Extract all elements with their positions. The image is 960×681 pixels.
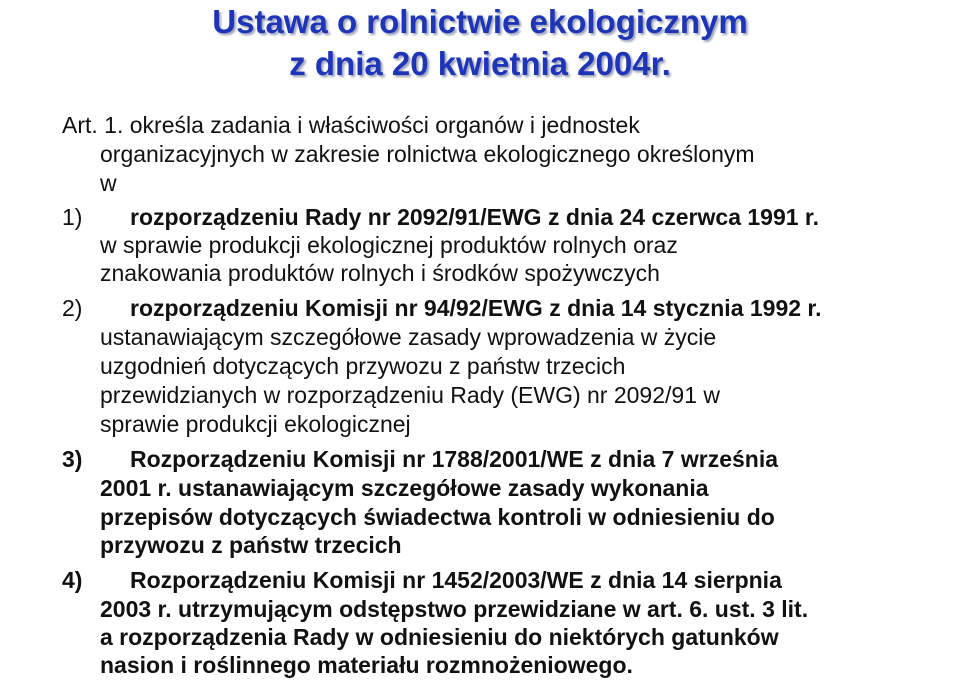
item-4-line-3: nasion i roślinnego materiału rozmnożeniowego. bbox=[100, 652, 633, 678]
item-2-number: 2) bbox=[62, 295, 83, 321]
article-intro-line-3: w bbox=[100, 170, 117, 196]
item-1-heading: rozporządzeniu Rady nr 2092/91/EWG z dnia 24 czerwca 1991 r. bbox=[130, 204, 820, 230]
item-4-line-1: 2003 r. utrzymującym odstępstwo przewidziane w art. 6. ust. 3 lit. bbox=[100, 596, 809, 622]
item-4-heading-row bbox=[62, 566, 782, 594]
item-2-line-1: ustanawiającym szczegółowe zasady wprowadzenia w życie bbox=[100, 324, 717, 350]
item-2-line-4: sprawie produkcji ekologicznej bbox=[100, 411, 411, 437]
article-intro-line-2: organizacyjnych w zakresie rolnictwa ekologicznego określonym bbox=[100, 141, 755, 167]
document-title-line-2: z dnia 20 kwietnia 2004r. bbox=[289, 45, 671, 82]
item-4-line-2: a rozporządzenia Rady w odniesieniu do niektórych gatunków bbox=[100, 624, 779, 650]
item-1-heading-row bbox=[62, 203, 819, 231]
item-3-heading: Rozporządzeniu Komisji nr 1788/2001/WE z dnia 7 września bbox=[130, 446, 779, 472]
item-2-line-2: uzgodnień dotyczących przywozu z państw trzecich bbox=[100, 353, 626, 379]
item-1-line-1: w sprawie produkcji ekologicznej produktów rolnych oraz bbox=[100, 232, 678, 258]
item-2-heading: rozporządzeniu Komisji nr 94/92/EWG z dnia 14 stycznia 1992 r. bbox=[130, 295, 822, 321]
item-3-line-1: 2001 r. ustanawiającym szczegółowe zasady wykonania bbox=[100, 475, 709, 501]
item-1-line-2: znakowania produktów rolnych i środków spożywczych bbox=[100, 260, 660, 286]
item-1-number: 1) bbox=[62, 204, 83, 230]
item-3-line-3: przywozu z państw trzecich bbox=[100, 532, 402, 558]
item-3-heading-row bbox=[62, 445, 778, 473]
item-4-heading: Rozporządzeniu Komisji nr 1452/2003/WE z dnia 14 sierpnia bbox=[130, 567, 782, 593]
article-intro-line-1: Art. 1. określa zadania i właściwości organów i jednostek bbox=[62, 112, 640, 138]
document-title-line-1: Ustawa o rolnictwie ekologicznym bbox=[212, 3, 748, 40]
item-3-line-2: przepisów dotyczących świadectwa kontroli w odniesieniu do bbox=[100, 504, 775, 530]
item-3-number: 3) bbox=[62, 446, 83, 472]
item-2-line-3: przewidzianych w rozporządzeniu Rady (EWG) nr 2092/91 w bbox=[100, 382, 720, 408]
item-4-number: 4) bbox=[62, 567, 83, 593]
item-2-heading-row bbox=[62, 294, 822, 322]
